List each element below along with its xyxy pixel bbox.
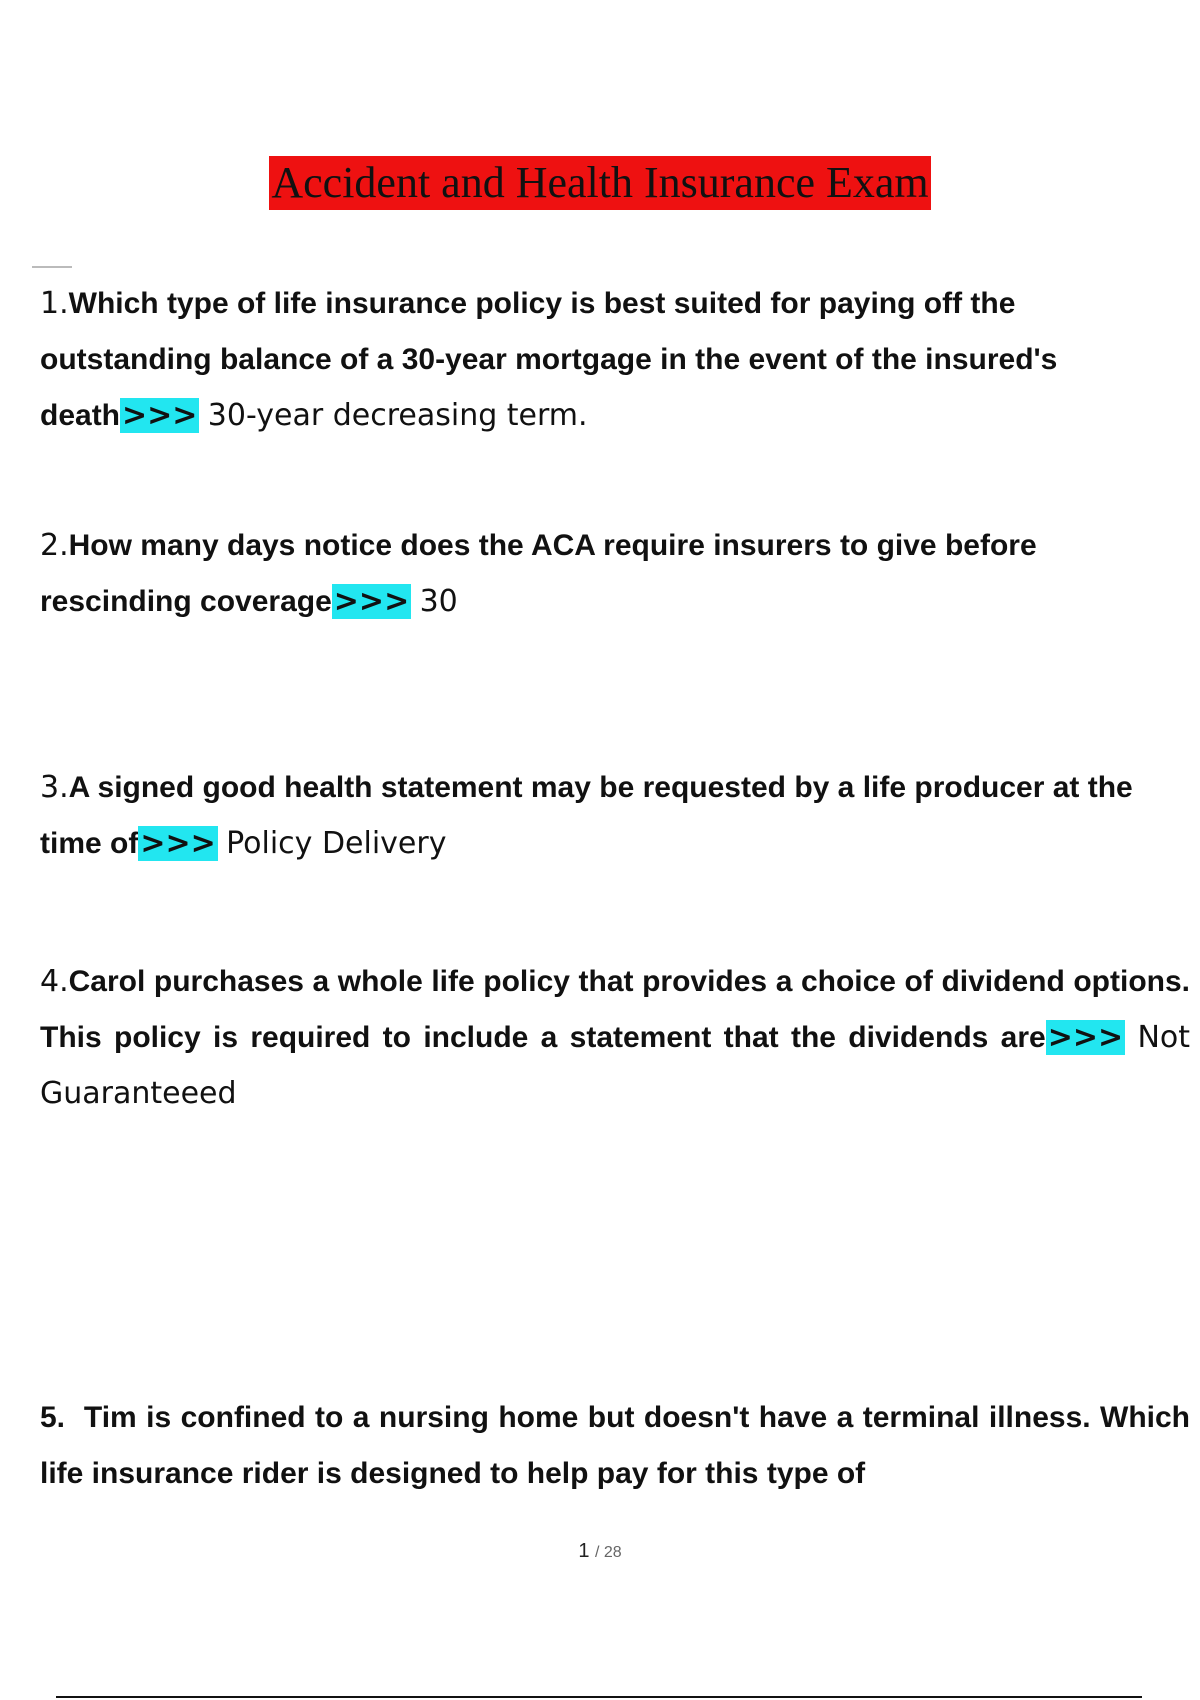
question-4: [40, 954, 1190, 1122]
question-text: Which type of life insurance policy is best suited for paying off the outstanding balance of a 30-year mortgage in the event of the insured's death: [40, 287, 1058, 432]
answer-arrow: >>>: [1047, 1020, 1124, 1055]
answer-text: Policy Delivery: [226, 826, 447, 861]
question-number: 1.: [40, 286, 69, 321]
question-3: [40, 760, 1190, 872]
document-title: Accident and Health Insurance Exam: [269, 156, 930, 210]
question-text: Carol purchases a whole life policy that provides a choice of dividend options. This policy is required to include a statement that the dividends are: [40, 965, 1190, 1054]
answer-arrow: >>>: [140, 826, 216, 861]
question-number: 4.: [40, 964, 69, 999]
question-number: 2.: [40, 528, 69, 563]
divider-mark: [32, 266, 72, 268]
bottom-rule: [56, 1696, 1142, 1698]
question-1: [40, 276, 1190, 444]
page-indicator: [0, 1540, 1200, 1563]
question-text: How many days notice does the ACA require insurers to give before rescinding coverage: [40, 529, 1037, 618]
page-current: 1: [578, 1540, 590, 1562]
title-container: [0, 156, 1200, 210]
question-number: 3.: [40, 770, 69, 805]
question-5: [40, 1390, 1190, 1502]
page-total: / 28: [595, 1544, 622, 1561]
answer-text: Not Guaranteeed: [40, 1020, 1191, 1111]
answer-arrow: >>>: [333, 584, 410, 619]
answer-arrow: >>>: [122, 398, 198, 433]
question-text: A signed good health statement may be requested by a life producer at the time of: [40, 771, 1133, 860]
question-2: [40, 518, 1190, 630]
answer-text: 30: [419, 584, 458, 619]
question-text: Tim is confined to a nursing home but doesn't have a terminal illness. Which life insurance rider is designed to help pay for this type of: [40, 1401, 1191, 1490]
answer-text: 30-year decreasing term.: [207, 398, 588, 433]
question-number: 5.: [40, 1401, 66, 1434]
